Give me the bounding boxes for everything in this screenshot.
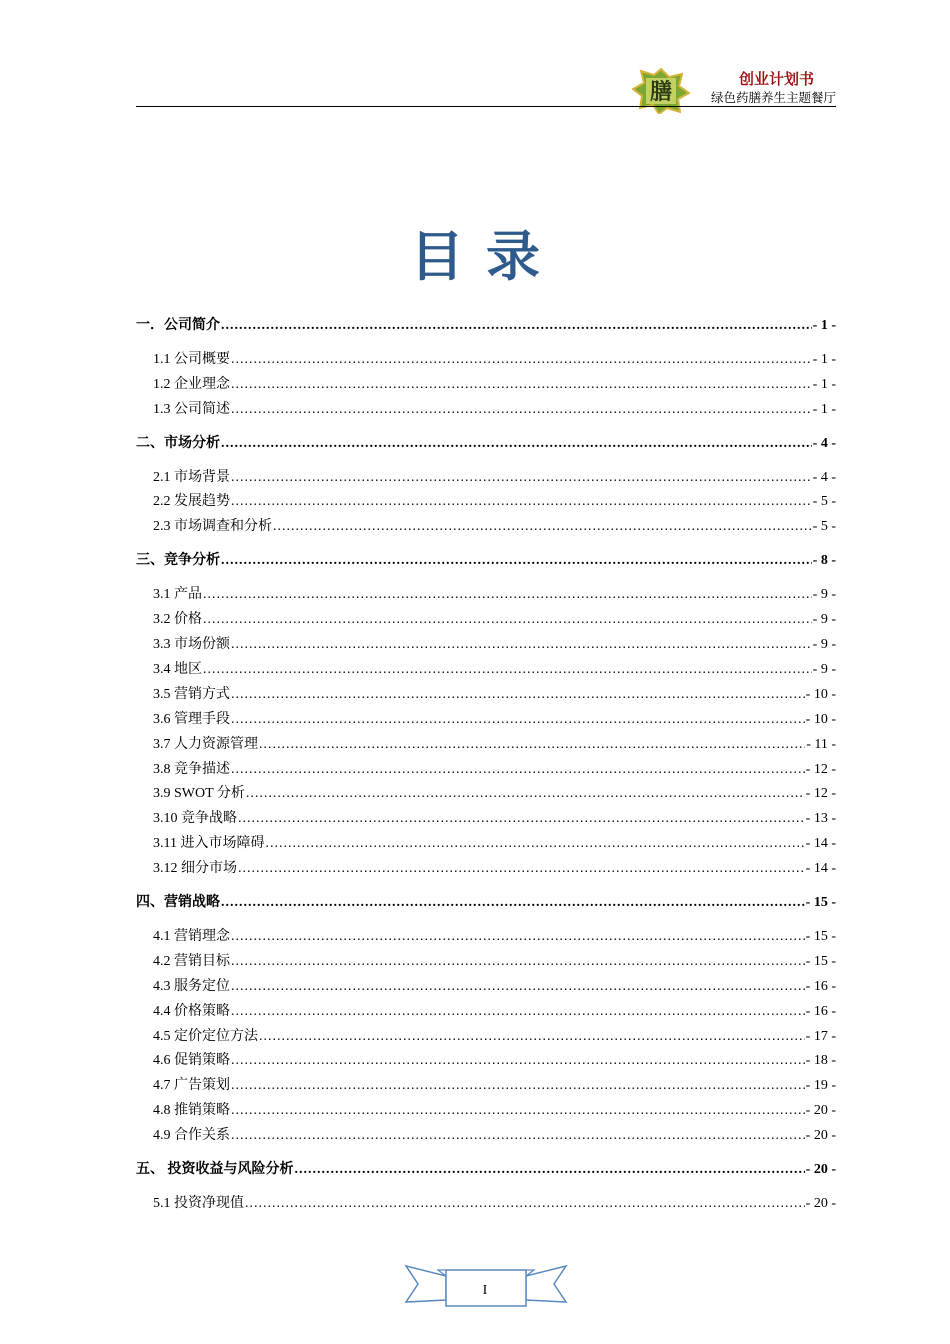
toc-subsection-entry[interactable] (136, 683, 836, 708)
toc-entry-page: - 1 - (812, 351, 836, 367)
toc-entry-page: - 15 - (805, 953, 836, 969)
toc-entry-page: - 15 - (805, 895, 836, 911)
toc-dot-leader (231, 683, 805, 708)
toc-dot-leader (231, 708, 805, 733)
toc-entry-page: - 20 - (805, 1103, 836, 1119)
toc-entry-label: 3.9 SWOT 分析 (153, 786, 245, 802)
toc-dot-leader (221, 891, 805, 916)
toc-entry-label: 3.3 市场份额 (153, 636, 230, 652)
toc-entry-page: - 20 - (805, 1196, 836, 1211)
toc-subsection-entry[interactable] (136, 708, 836, 733)
toc-dot-leader (203, 583, 812, 608)
toc-dot-leader (245, 1192, 805, 1217)
toc-subsection-entry[interactable] (136, 925, 836, 950)
toc-entry-label: 一．公司简介 (136, 318, 220, 333)
toc-subsection-entry[interactable] (136, 373, 836, 398)
toc-dot-leader (231, 950, 805, 975)
toc-subsection-entry[interactable] (136, 633, 836, 658)
toc-entry-label: 3.5 营销方式 (153, 686, 230, 702)
toc-subsection-entry[interactable] (136, 1124, 836, 1149)
toc-entry-page: - 19 - (805, 1078, 836, 1094)
toc-dot-leader (238, 807, 805, 832)
toc-entry-page: - 15 - (805, 928, 836, 944)
toc-entry-page: - 20 - (805, 1162, 836, 1178)
toc-entry-label: 4.1 营销理念 (153, 928, 230, 944)
toc-section-entry[interactable] (136, 432, 836, 457)
toc-dot-leader (203, 658, 812, 683)
toc-entry-page: - 16 - (805, 978, 836, 994)
toc-entry-label: 4.9 合作关系 (153, 1128, 230, 1144)
toc-dot-leader (231, 1124, 805, 1149)
toc-dot-leader (231, 1074, 805, 1099)
toc-dot-leader (231, 633, 812, 658)
toc-entry-label: 1.2 企业理念 (153, 376, 230, 392)
toc-dot-leader (231, 758, 805, 783)
toc-dot-leader (231, 1099, 805, 1124)
toc-dot-leader (231, 348, 812, 373)
toc-entry-page: - 14 - (805, 836, 836, 852)
toc-entry-page: - 9 - (812, 636, 836, 652)
toc-dot-leader (231, 1049, 805, 1074)
toc-entry-page: - 14 - (805, 861, 836, 877)
header-title: 创业计划书 (738, 70, 814, 88)
toc-entry-label: 3.10 竞争战略 (153, 811, 237, 827)
toc-dot-leader (231, 398, 812, 423)
toc-dot-leader (246, 782, 805, 807)
toc-subsection-entry[interactable] (136, 857, 836, 882)
toc-subsection-entry[interactable] (136, 515, 836, 540)
toc-entry-page: - 5 - (812, 519, 836, 535)
toc-entry-page: - 20 - (805, 1128, 836, 1144)
toc-entry-label: 五、 投资收益与风险分析 (136, 1162, 294, 1178)
toc-section-entry[interactable] (136, 549, 836, 574)
toc-entry-label: 4.5 定价定位方法 (153, 1028, 258, 1044)
toc-dot-leader (259, 1025, 805, 1050)
toc-entry-label: 3.1 产品 (153, 587, 202, 603)
toc-dot-leader (231, 466, 812, 491)
toc-entry-label: 四、营销战略 (136, 895, 220, 911)
toc-dot-leader (231, 373, 812, 398)
toc-subsection-entry[interactable] (136, 975, 836, 1000)
toc-section-entry[interactable] (136, 314, 836, 339)
toc-subsection-entry[interactable] (136, 490, 836, 515)
toc-subsection-entry[interactable] (136, 658, 836, 683)
toc-subsection-entry[interactable] (136, 832, 836, 857)
toc-entry-page: - 1 - (812, 401, 836, 417)
toc-entry-label: 1.3 公司简述 (153, 401, 230, 417)
svg-text:膳: 膳 (649, 79, 673, 105)
toc-dot-leader (203, 608, 812, 633)
toc-entry-label: 3.12 细分市场 (153, 861, 237, 877)
header-subtitle: 绿色药膳养生主题餐厅 (710, 90, 836, 105)
toc-entry-label: 2.1 市场背景 (153, 469, 230, 485)
toc-entry-label: 2.3 市场调查和分析 (153, 519, 272, 535)
toc-entry-label: 4.2 营销目标 (153, 953, 230, 969)
toc-dot-leader (231, 1000, 805, 1025)
toc-dot-leader (221, 549, 812, 574)
toc-entry-page: - 16 - (805, 1003, 836, 1019)
toc-dot-leader (273, 515, 812, 540)
toc-subsection-entry[interactable] (136, 782, 836, 807)
toc-entry-label: 4.6 促销策略 (153, 1053, 230, 1069)
page-number: I (482, 1283, 488, 1298)
toc-entry-label: 4.8 推销策略 (153, 1103, 230, 1119)
toc-entry-label: 4.7 广告策划 (153, 1078, 230, 1094)
toc-entry-label: 2.2 发展趋势 (153, 494, 230, 510)
toc-subsection-entry[interactable] (136, 758, 836, 783)
toc-entry-page: - 13 - (805, 811, 836, 827)
toc-entry-page: - 18 - (805, 1053, 836, 1069)
toc-entry-page: - 12 - (805, 761, 836, 777)
toc-subsection-entry[interactable] (136, 807, 836, 832)
toc-entry-page: - 10 - (805, 711, 836, 727)
toc-subsection-entry[interactable] (136, 1192, 836, 1217)
table-of-contents (136, 314, 836, 1217)
toc-dot-leader (238, 857, 805, 882)
toc-entry-page: - 9 - (812, 661, 836, 677)
toc-entry-label: 3.8 竞争描述 (153, 761, 230, 777)
toc-subsection-entry[interactable] (136, 348, 836, 373)
toc-entry-label: 3.2 价格 (153, 612, 202, 628)
toc-entry-label: 3.11 进入市场障碍 (153, 836, 265, 852)
toc-subsection-entry[interactable] (136, 1000, 836, 1025)
toc-entry-label: 3.6 管理手段 (153, 711, 230, 727)
toc-entry-label: 4.3 服务定位 (153, 978, 230, 994)
toc-entry-page: - 12 - (805, 786, 836, 802)
toc-subsection-entry[interactable] (136, 1049, 836, 1074)
toc-entry-page: - 1 - (812, 376, 836, 392)
toc-subsection-entry[interactable] (136, 733, 836, 758)
toc-entry-page: - 9 - (812, 587, 836, 603)
toc-section-entry[interactable] (136, 1158, 836, 1183)
toc-entry-page: - 1 - (812, 318, 836, 333)
toc-entry-page: - 11 - (806, 736, 836, 752)
toc-entry-label: 4.4 价格策略 (153, 1003, 230, 1019)
toc-dot-leader (221, 314, 812, 339)
toc-dot-leader (231, 490, 812, 515)
toc-dot-leader (259, 733, 805, 758)
toc-entry-page: - 17 - (805, 1028, 836, 1044)
toc-subsection-entry[interactable] (136, 466, 836, 491)
toc-dot-leader (231, 975, 805, 1000)
toc-subsection-entry[interactable] (136, 583, 836, 608)
toc-entry-label: 二、市场分析 (136, 435, 220, 451)
toc-dot-leader (221, 432, 812, 457)
toc-entry-page: - 8 - (812, 553, 836, 569)
toc-subsection-entry[interactable] (136, 1074, 836, 1099)
toc-entry-label: 3.7 人力资源管理 (153, 736, 258, 752)
toc-entry-label: 3.4 地区 (153, 661, 202, 677)
toc-subsection-entry[interactable] (136, 950, 836, 975)
toc-dot-leader (265, 832, 804, 857)
toc-entry-label: 5.1 投资净现值 (153, 1196, 244, 1211)
toc-entry-page: - 9 - (812, 612, 836, 628)
toc-entry-label: 1.1 公司概要 (153, 351, 230, 367)
toc-section-entry[interactable] (136, 891, 836, 916)
toc-title: 目录 (410, 225, 562, 288)
toc-dot-leader (295, 1158, 805, 1183)
toc-entry-label: 三、竞争分析 (136, 553, 220, 569)
header-divider (136, 106, 836, 107)
toc-entry-page: - 4 - (812, 469, 836, 485)
toc-subsection-entry[interactable] (136, 398, 836, 423)
toc-subsection-entry[interactable] (136, 1025, 836, 1050)
toc-dot-leader (231, 925, 805, 950)
toc-subsection-entry[interactable] (136, 608, 836, 633)
toc-entry-page: - 4 - (812, 435, 836, 451)
toc-entry-page: - 5 - (812, 494, 836, 510)
toc-entry-page: - 10 - (805, 686, 836, 702)
toc-subsection-entry[interactable] (136, 1099, 836, 1124)
